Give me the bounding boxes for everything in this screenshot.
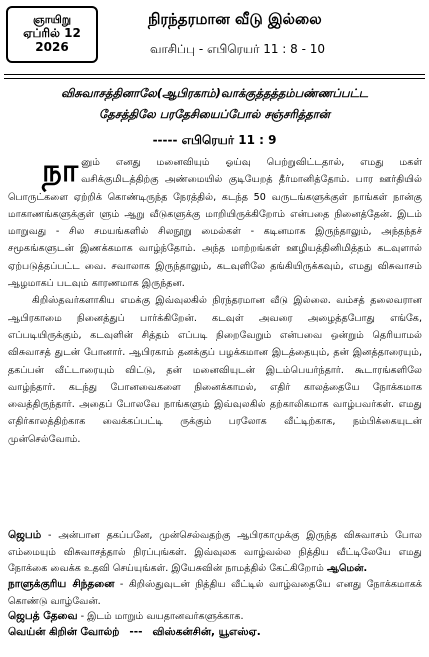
prayer-amen: ஆமென். [326, 563, 368, 574]
devotional-body [8, 154, 422, 448]
key-verse-line-1: விசுவாசத்தினாலே(ஆபிரகாம்)வாக்குத்தத்தம்பண்ணப்பட்ட [61, 86, 368, 100]
body-paragraph-1-text: னும் எனது மனைவியும் ஓய்வு பெற்றுவிட்டதால், எமது மகள் வசிக்குமிடத்திற்கு அண்மையில் குடியேறத் தீர்மானித்தோம். பார ஊர்தியில் பொருட்களை ஏற்றிக் கொண்டிருந்த நேரத்தில், கடந்த 50 வருடங்களுக்குள் நாங்கள் நான்கு மாகாணங்களுக்குள் ளும் ஆறு வீடுகளுக்கு மாறியிருக்கிறோம் என்பதை நினைத்தேன். இடம் மாறுவது - சில சமயங்களில் சிலநூறு மைல்கள் - கடினமாக இருந்தாலும், அந்தந்தச் சமூகங்களுடன் இணக்கமாக வாழ்ந்தோம். அந்த மாற்றங்கள் ஊழியத்தினிமித்தம் கடவுளால் ஏற்படுத்தப்பட்ட வை. சவாலாக இருந்தாலும், கடவுளிலே தங்கியிருக்கவும், எமது விசுவாசம் ஆழமாகப் படவும் காரணமாக இருந்தன. [8, 157, 422, 290]
body-paragraph-2: கிறிஸ்தவர்களாகிய எமக்கு இவ்வுலகில் நிரந்தரமான வீடு இல்லை. வம்சத் தலைவரான ஆபிரகாமை நினைத்துப் பார்க்கிறேன். கடவுள் அவரை அழைத்தபோது எங்கே, எப்படியிருக்கும், கடவுளின் சித்தம் எப்படி நிறைவேறும் என்பவை ஒன்றும் தெரியாமல் விசுவாசத் துடன் போனார். ஆபிரகாம் தனக்குப் பழக்கமான இடத்தையும், தன் இனத்தாரையும், தகப்பன் வீட்டாரையும் விட்டு, தன் மனைவியுடன் இடம்பெயர்ந்தார். கூடாரங்களிலே வாழ்ந்தார். கடந்து போனவைகளை நினைக்காமல், எதிர் காலத்தையே நோக்கமாக வைத்திருந்தார். அதைப் போலவே நாங்களும் இவ்வுலகில் தற்காலிகமாக வாழ்பவர்கள். எமது எதிர்காலத்திற்காக வைக்கப்பட்டி ருக்கும் பரலோக வீட்டிற்காக, நம்பிக்கையுடன் முன்செல்வோம். [8, 295, 422, 445]
date-month-day: ஏப்ரில் 12 [23, 26, 81, 41]
prayer-need-text: - இடம் மாறும் வயதானவர்களுக்காக. [77, 611, 244, 622]
thought-text: - கிறிஸ்துவுடன் நித்திய வீட்டில் வாழ்வதையே எனது நோக்கமாகக் கொண்டு வாழ்வேன். [8, 579, 423, 607]
key-verse-reference: ----- எபிரெயர் 11 : 9 [152, 133, 277, 147]
date-day: ஞாயிறு [32, 13, 72, 27]
date-box [6, 6, 98, 63]
prayer-need-section [8, 608, 422, 626]
body-paragraph-1 [8, 154, 422, 292]
thought-label: நாளுக்குரிய சிந்தனை [8, 578, 115, 590]
prayer-need-label: ஜெபத் தேவை [8, 610, 78, 622]
author-separator: --- [129, 626, 143, 638]
page-title: நிரந்தரமான வீடு இல்லை [148, 10, 322, 28]
prayer-text: - அன்பான தகப்பனே, முன்செல்வதற்கு ஆபிரகாமுக்கு இருந்த விசுவாசம் போல எம்மையும் விசுவாசத்தால் நிரப்புங்கள். இவ்வுலக வாழ்வல்ல நித்திய வீட்டிலேயே எமது நோக்கை வைக்க உதவி செய்யுங்கள். இயேசுவின் நாமத்தில் கேட்கிறோம் [8, 530, 422, 574]
thought-section [8, 576, 422, 610]
key-verse [8, 83, 421, 125]
prayer-section [8, 527, 422, 578]
divider-bottom [4, 78, 425, 79]
author-place: விஸ்கன்சின், யூஎஸ்ஏ. [152, 626, 261, 638]
date-year: 2026 [35, 39, 69, 54]
prayer-label: ஜெபம் [8, 529, 42, 541]
drop-cap: நா [42, 153, 79, 189]
divider-top [4, 74, 425, 75]
author-line [8, 624, 422, 641]
author-name: வெய்ன் கிறின் வோல்ற் [8, 626, 120, 638]
reading-reference: வாசிப்பு - எபிரெயர் 11 : 8 - 10 [150, 42, 325, 56]
key-verse-line-2: தேசத்திலே பரதேசியைப்போல் சஞ்சரித்தான் [99, 107, 330, 121]
